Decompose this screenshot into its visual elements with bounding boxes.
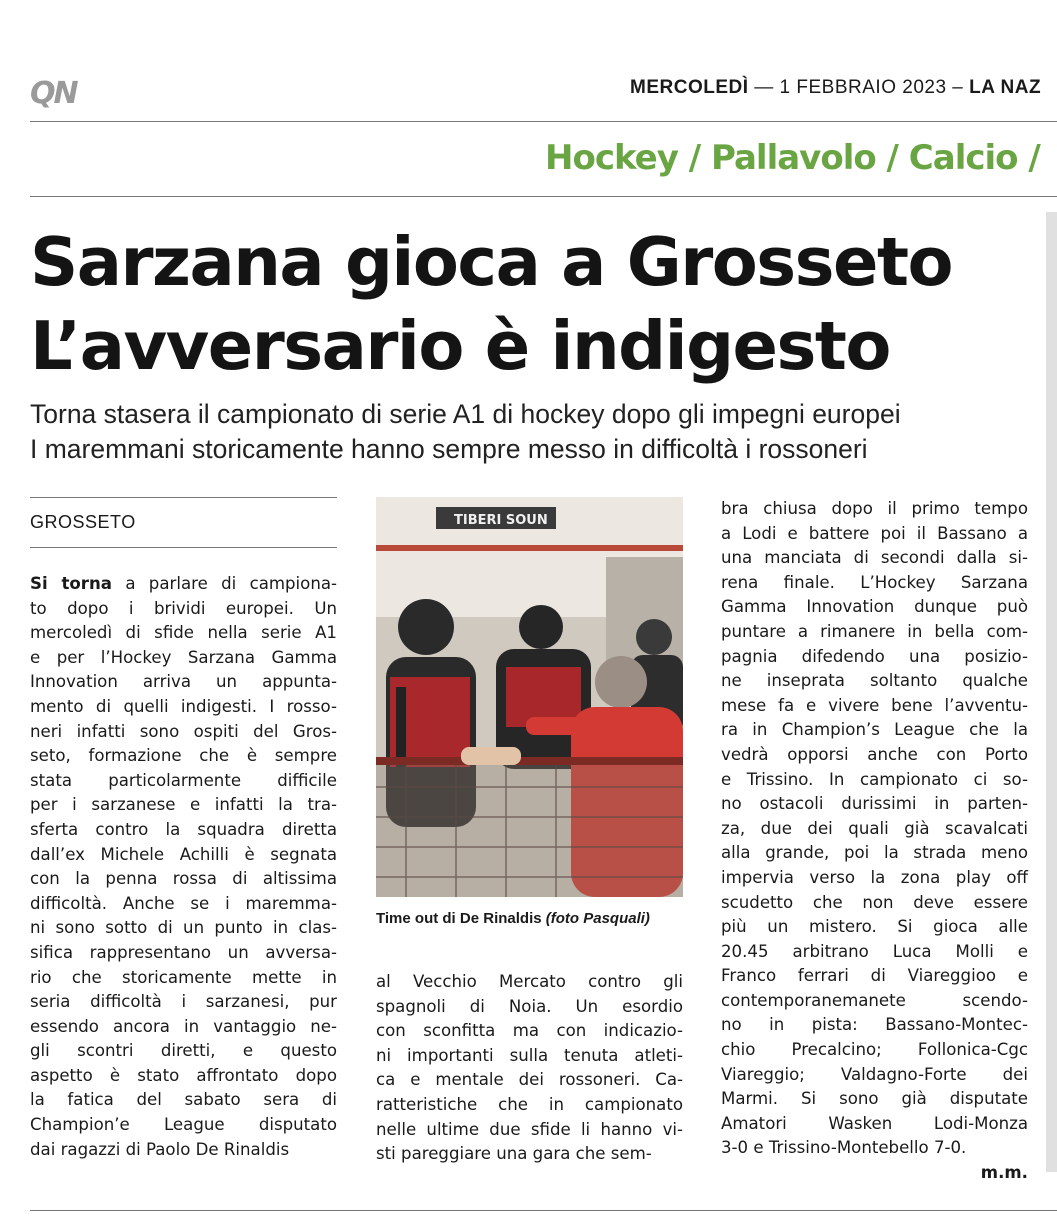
- article-line: mento di quelli indigesti. I rosso-: [30, 696, 337, 716]
- article-line: sifica rappresentano un avversa-: [30, 942, 337, 962]
- photo-caption: [376, 910, 650, 927]
- article-photo: [376, 497, 683, 897]
- article-line: mercoledì di sfide nella serie A1: [30, 623, 337, 643]
- photo-banner-text: TIBERI SOUN: [454, 513, 548, 528]
- article-line: ni sono sotto di un punto in clas-: [30, 918, 337, 938]
- article-line: gli scontri diretti, e questo: [30, 1041, 337, 1061]
- article-line: ca e mentale dei rossoneri. Ca-: [376, 1070, 683, 1090]
- article-line: con la penna rossa di altissima: [30, 869, 337, 889]
- article-line: contemporanemanete scendo-: [721, 990, 1028, 1010]
- article-line: Marmi. Si sono già disputate: [721, 1089, 1028, 1109]
- article-line: za, due dei quali già scavalcati: [721, 818, 1028, 838]
- issue-date: — 1 FEBBRAIO 2023 –: [754, 77, 964, 98]
- article-line: dall’ex Michele Achilli è segnata: [30, 844, 337, 864]
- article-line: mese fa e vivere bene l’avventu-: [721, 695, 1028, 715]
- article-line: to dopo i brividi europei. Un: [30, 598, 337, 618]
- article-line: ne inseprata soltanto qualche: [721, 671, 1028, 691]
- photo-image: [376, 497, 683, 897]
- article-line: più un mistero. Si gioca alle: [721, 917, 1028, 937]
- photo-credit: (foto Pasquali): [545, 910, 650, 927]
- headline-line-2: L’avversario è indigesto: [30, 307, 890, 385]
- article-line-text: a parlare di campiona-: [112, 574, 337, 593]
- article-line: pagnia difedendo una posizio-: [721, 646, 1028, 666]
- subhead-line-2: I maremmani storicamente hanno sempre messo in difficoltà i rossoneri: [30, 434, 868, 464]
- article-line: Viareggio; Valdagno-Forte dei: [721, 1064, 1028, 1084]
- article-line: dai ragazzi di Paolo De Rinaldis: [30, 1139, 290, 1159]
- headline: [30, 220, 952, 388]
- article-line: rio che storicamente mette in: [30, 967, 337, 987]
- dateline-rule-top: [30, 497, 337, 498]
- article-line: ra in Champion’s League che la: [721, 720, 1028, 740]
- subhead-line-1: Torna stasera il campionato di serie A1 di hockey dopo gli impegni europei: [30, 399, 901, 429]
- article-line: una manciata di secondi dalla si-: [721, 548, 1028, 568]
- qn-logo: QN: [30, 76, 77, 111]
- article-line: seto, formazione che è sempre: [30, 746, 337, 766]
- article-line: spagnoli di Noia. Un esordio: [376, 996, 683, 1016]
- article-line: neri infatti sono ospiti del Gros-: [30, 721, 337, 741]
- article-line: rena finale. L’Hockey Sarzana: [721, 572, 1028, 592]
- article-line: Gamma Innovation dunque può: [721, 597, 1028, 617]
- article-line: al Vecchio Mercato contro gli: [376, 972, 683, 991]
- article-line: Champion’e League disputato: [30, 1115, 337, 1135]
- article-column-2: [376, 970, 683, 1167]
- article-line: seria difficoltà i sarzanesi, pur: [30, 992, 337, 1012]
- dateline-place: GROSSETO: [30, 512, 136, 532]
- headline-line-1: Sarzana gioca a Grosseto: [30, 223, 953, 301]
- article-line: Amatori Wasken Lodi-Monza: [721, 1113, 1028, 1133]
- article-lead: Si torna: [30, 574, 112, 593]
- article-line: vedrà opporsi anche con Porto: [721, 744, 1028, 764]
- dateline: [630, 77, 1057, 99]
- masthead-rule: [30, 121, 1057, 122]
- article-column-1: [30, 572, 337, 1162]
- article-line: alla grande, poi la strada meno: [721, 843, 1028, 863]
- article-line: chio Precalcino; Follonica-Cgc: [721, 1040, 1028, 1060]
- article-line: stata particolarmente difficile: [30, 770, 337, 790]
- article-line: scudetto che non deve essere: [721, 892, 1028, 912]
- footer-rule: [30, 1210, 1057, 1211]
- article-line: ni importanti sulla tenuta atleti-: [376, 1045, 683, 1065]
- article-line: no ostacoli durissimi in parten-: [721, 794, 1028, 814]
- article-line: Innovation arriva un appunta-: [30, 672, 337, 692]
- article-line: la fatica del sabato sera di: [30, 1090, 337, 1110]
- article-line: sti pareggiare una gara che sem-: [376, 1144, 652, 1164]
- issue-day: MERCOLEDÌ: [630, 77, 749, 98]
- article-line: puntare a rimanere in bella com-: [721, 621, 1028, 641]
- subheadline: [30, 397, 901, 467]
- article-line: sferta contro la squadra diretta: [30, 819, 337, 839]
- caption-text: Time out di De Rinaldis: [376, 910, 542, 927]
- article-line: 20.45 arbitrano Luca Molli e: [721, 941, 1028, 961]
- author-signature: m.m.: [980, 1163, 1028, 1183]
- article-line: ratteristiche che in campionato: [376, 1094, 683, 1114]
- article-line: [30, 572, 337, 597]
- article-column-3: [721, 497, 1028, 1186]
- article-line: a Lodi e battere poi il Bassano a: [721, 523, 1028, 543]
- article-line: e Trissino. In campionato ci so-: [721, 769, 1028, 789]
- article-line: aspetto è stato affrontato dopo: [30, 1065, 337, 1085]
- article-line: difficoltà. Anche se i maremma-: [30, 893, 337, 913]
- article-line: 3-0 e Trissino-Montebello 7-0.: [721, 1138, 967, 1158]
- section-header: Hockey / Pallavolo / Calcio /: [545, 138, 1040, 178]
- article-line: no in pista: Bassano-Montec-: [721, 1015, 1028, 1035]
- article-line: essendo ancora in vantaggio ne-: [30, 1016, 337, 1036]
- article-line: con sconfitta ma con indicazio-: [376, 1021, 683, 1041]
- article-line: bra chiusa dopo il primo tempo: [721, 499, 1028, 518]
- article-line: nelle ultime due sfide li hanno vi-: [376, 1119, 683, 1139]
- section-rule: [30, 196, 1057, 197]
- article-line: Franco ferrari di Viareggioo e: [721, 966, 1028, 986]
- dateline-rule-bottom: [30, 547, 337, 548]
- article-line: e per l’Hockey Sarzana Gamma: [30, 647, 337, 667]
- article-line: per i sarzanese e infatti la tra-: [30, 795, 337, 815]
- article-line: impervia verso la zona play off: [721, 867, 1028, 887]
- page-edge-bar: [1046, 212, 1057, 1172]
- publication-name: LA NAZ: [969, 77, 1042, 98]
